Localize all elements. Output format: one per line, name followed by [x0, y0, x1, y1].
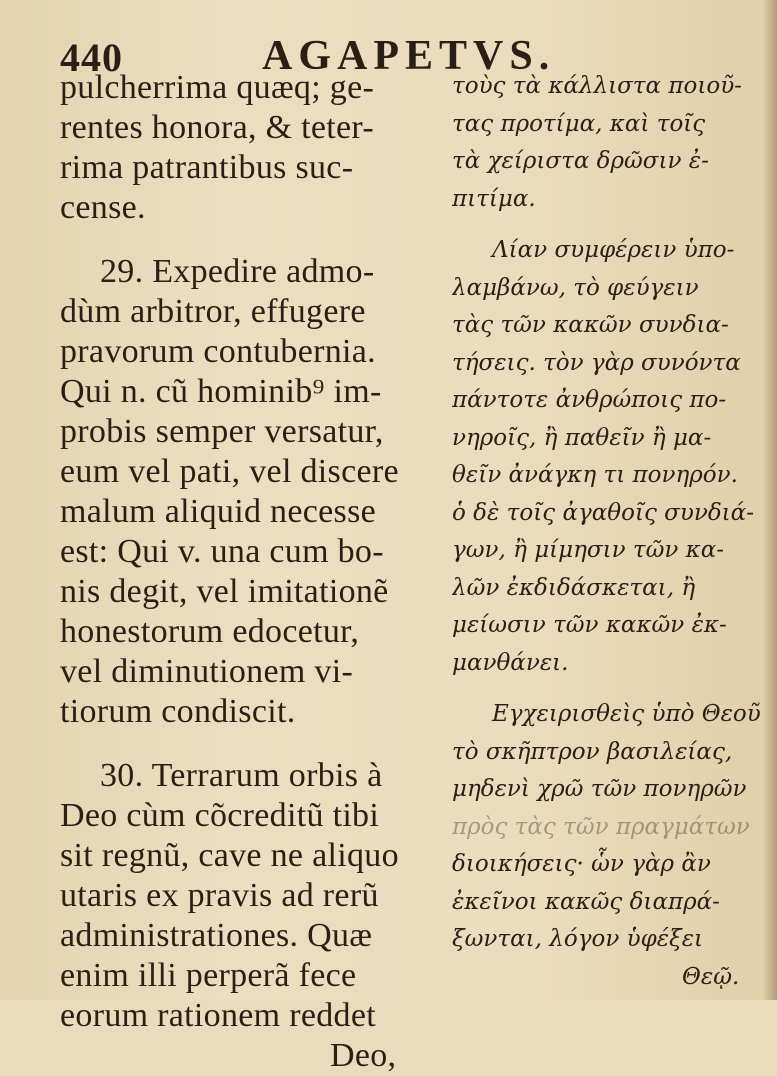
- latin-column: [60, 68, 420, 1076]
- text-line: dùm arbitror, effugere: [60, 293, 366, 330]
- text-line: enim illi perperã fece: [60, 957, 357, 994]
- text-line: eorum rationem reddet: [60, 997, 376, 1034]
- text-line: μηδενὶ χρῶ τῶν πονηρῶν: [452, 776, 747, 802]
- text-line: λαμβάνω, τὸ φεύγειν: [452, 274, 699, 301]
- text-line: Εγχειρισθεὶς ὑπὸ Θεοῦ: [492, 701, 761, 727]
- text-line: πιτίμα.: [452, 185, 536, 212]
- text-line: πρὸς τὰς τῶν πραγμάτων: [452, 813, 750, 840]
- text-line: est: Qui v. una cum bo-: [60, 533, 384, 570]
- text-line: ξωνται, λόγον ὑφέξει: [452, 926, 704, 952]
- text-line: διοικήσεις· ὧν γὰρ ἂν: [452, 851, 711, 877]
- greek-paragraph-30: [452, 696, 770, 996]
- text-line: Deo,: [330, 1037, 397, 1074]
- text-line: λῶν ἐκδιδάσκεται, ἢ: [452, 574, 696, 601]
- latin-paragraph-30: [60, 756, 420, 1076]
- text-line: 30. Terrarum orbis à: [100, 757, 383, 794]
- text-line: probis semper versatur,: [60, 413, 384, 450]
- text-line: νηροῖς, ἢ παθεῖν ἢ μα-: [452, 424, 712, 451]
- text-line: eum vel pati, vel discere: [60, 453, 399, 490]
- latin-paragraph-1: [60, 68, 420, 228]
- text-line: malum aliquid necesse: [60, 493, 376, 530]
- text-line: πάντοτε ἀνθρώποις πο-: [452, 387, 727, 413]
- greek-column: [452, 68, 770, 996]
- text-line: μείωσιν τῶν κακῶν ἐκ-: [452, 612, 727, 638]
- text-line: τὰς τῶν κακῶν συνδια-: [452, 312, 729, 338]
- text-line: vel diminutionem vi-: [60, 653, 354, 690]
- text-line: τας προτίμα, καὶ τοῖς: [452, 110, 706, 137]
- text-line: pravorum contubernia.: [60, 333, 376, 370]
- text-line: administrationes. Quæ: [60, 917, 373, 954]
- text-line: Deo cùm cõcreditũ tibi: [60, 797, 380, 834]
- greek-paragraph-1: [452, 68, 770, 218]
- text-line: tiorum condiscit.: [60, 693, 296, 730]
- greek-paragraph-29: [452, 232, 770, 682]
- text-line: τὰ χείριστα δρῶσιν ἐ-: [452, 148, 709, 174]
- text-line: Θεῷ.: [682, 963, 740, 990]
- running-head: AGAPETVS.: [262, 33, 556, 79]
- text-line: τήσεις. τὸν γὰρ συνόντα: [452, 349, 741, 376]
- page-number: 440: [60, 35, 123, 80]
- text-line: utaris ex pravis ad rerũ: [60, 877, 379, 914]
- text-line: rima patrantibus suc-: [60, 149, 354, 186]
- text-line: μανθάνει.: [452, 649, 569, 676]
- text-line: θεῖν ἀνάγκη τι πονηρόν.: [452, 462, 738, 488]
- text-line: Λίαν συμφέρειν ὑπο-: [492, 237, 735, 263]
- text-line: τοὺς τὰ κάλλιστα ποιοῦ-: [452, 73, 742, 99]
- text-line: γων, ἢ μίμησιν τῶν κα-: [452, 537, 725, 563]
- text-line: ὁ δὲ τοῖς ἀγαθοῖς συνδιά-: [452, 499, 754, 526]
- latin-paragraph-29: [60, 252, 420, 732]
- text-line: nis degit, vel imitationẽ: [60, 573, 389, 610]
- text-line: Qui n. cũ hominib⁹ im-: [60, 373, 382, 410]
- text-line: rentes honora, & teter-: [60, 109, 374, 146]
- text-line: sit regnũ, cave ne aliquo: [60, 837, 399, 874]
- text-line: τὸ σκῆπτρον βασιλείας,: [452, 738, 733, 765]
- text-line: ἐκεῖνοι κακῶς διαπρά-: [452, 888, 720, 915]
- text-line: cense.: [60, 189, 146, 226]
- text-line: 29. Expedire admo-: [100, 253, 375, 290]
- text-line: pulcherrima quæq; ge-: [60, 69, 375, 106]
- text-line: honestorum edocetur,: [60, 613, 360, 650]
